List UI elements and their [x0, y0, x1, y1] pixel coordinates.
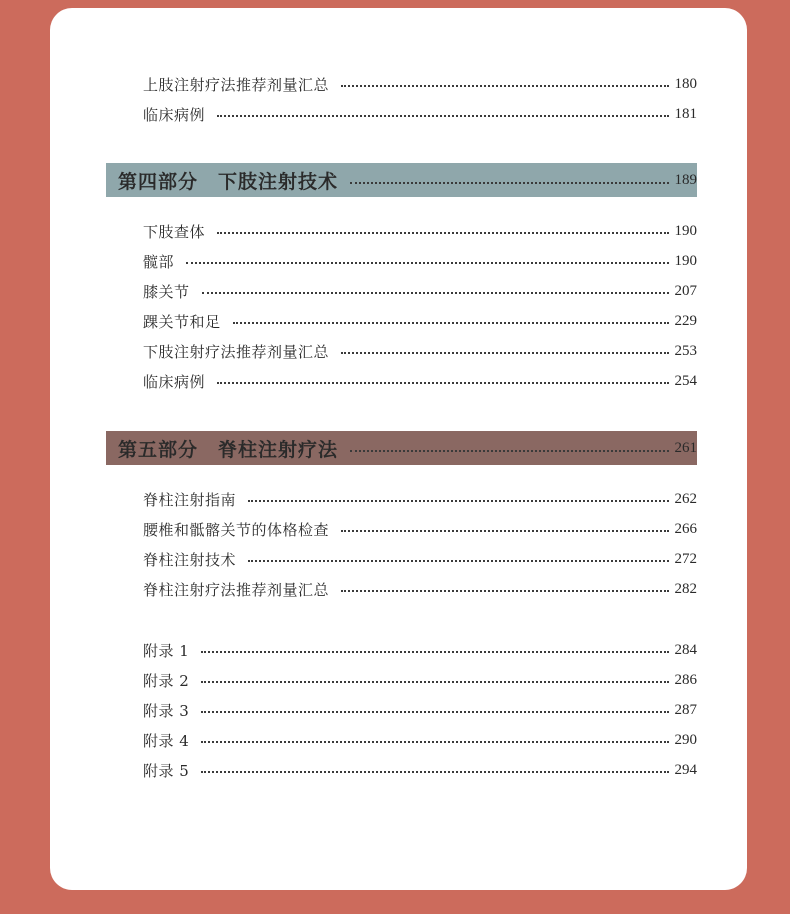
toc-entry-title: 下肢查体	[143, 222, 206, 241]
dot-leader	[201, 681, 668, 683]
dot-leader	[248, 500, 668, 502]
dot-leader	[217, 382, 668, 384]
toc-entry[interactable]	[106, 635, 697, 665]
toc-entry-page: 207	[674, 282, 697, 299]
toc-entry[interactable]	[106, 725, 697, 755]
toc-entry-title: 上肢注射疗法推荐剂量汇总	[143, 75, 330, 94]
toc-entry-page: 290	[674, 731, 697, 748]
part-five-title: 第五部分 脊柱注射疗法	[118, 438, 339, 461]
toc-entry-title: 腰椎和骶髂关节的体格检查	[143, 520, 330, 539]
toc-entry-page: 190	[674, 222, 697, 239]
toc-entry[interactable]	[106, 755, 697, 785]
part-five-heading[interactable]	[106, 431, 697, 465]
toc-entry-page: 181	[674, 105, 697, 122]
toc-entry-title: 临床病例	[143, 105, 206, 124]
toc-entry-page: 254	[674, 372, 697, 389]
toc-entry-page: 272	[674, 550, 697, 567]
toc-entry[interactable]	[106, 246, 697, 276]
toc-entry-page: 180	[674, 75, 697, 92]
toc-entry-title: 髋部	[143, 252, 175, 271]
toc-entry[interactable]	[106, 69, 697, 99]
toc-entry-title: 附录 1	[143, 641, 190, 660]
toc-entry-title: 附录 2	[143, 671, 190, 690]
toc-entry[interactable]	[106, 306, 697, 336]
toc-entry-title: 附录 5	[143, 761, 190, 780]
part-five-page: 261	[674, 439, 697, 456]
toc-entry[interactable]	[106, 695, 697, 725]
toc-entry[interactable]	[106, 276, 697, 306]
dot-leader	[248, 560, 668, 562]
toc-entry-title: 脊柱注射疗法推荐剂量汇总	[143, 580, 330, 599]
toc-entry-title: 临床病例	[143, 372, 206, 391]
toc-entry-page: 253	[674, 342, 697, 359]
part-four-heading[interactable]	[106, 163, 697, 197]
toc-entry[interactable]	[106, 544, 697, 574]
toc-entry-title: 附录 3	[143, 701, 190, 720]
dot-leader	[186, 262, 668, 264]
toc-entry-page: 294	[674, 761, 697, 778]
dot-leader	[350, 182, 668, 184]
toc-entry[interactable]	[106, 216, 697, 246]
dot-leader	[201, 771, 668, 773]
toc-entry-page: 190	[674, 252, 697, 269]
dot-leader	[341, 530, 668, 532]
toc-entry[interactable]	[106, 366, 697, 396]
toc-entry-page: 286	[674, 671, 697, 688]
toc-entry-title: 脊柱注射指南	[143, 490, 237, 509]
toc-entry-page: 266	[674, 520, 697, 537]
toc-entry[interactable]	[106, 514, 697, 544]
toc-entry-title: 脊柱注射技术	[143, 550, 237, 569]
dot-leader	[217, 232, 668, 234]
dot-leader	[201, 741, 668, 743]
dot-leader	[202, 292, 669, 294]
dot-leader	[201, 711, 668, 713]
dot-leader	[341, 85, 668, 87]
dot-leader	[350, 450, 668, 452]
toc-entry-title: 膝关节	[143, 282, 190, 301]
part-four-title: 第四部分 下肢注射技术	[118, 170, 339, 193]
toc-entry-title: 踝关节和足	[143, 312, 221, 331]
toc-entry[interactable]	[106, 484, 697, 514]
toc-entry-page: 284	[674, 641, 697, 658]
toc-entry[interactable]	[106, 336, 697, 366]
dot-leader	[233, 322, 669, 324]
toc-entry-page: 262	[674, 490, 697, 507]
part-four-page: 189	[674, 171, 697, 188]
dot-leader	[201, 651, 668, 653]
toc-entry-page: 282	[674, 580, 697, 597]
toc-entry[interactable]	[106, 574, 697, 604]
dot-leader	[341, 352, 668, 354]
toc-entry[interactable]	[106, 665, 697, 695]
toc-page	[50, 8, 747, 890]
toc-entry-title: 附录 4	[143, 731, 190, 750]
toc-entry-page: 229	[674, 312, 697, 329]
toc-entry[interactable]	[106, 99, 697, 129]
toc-entry-page: 287	[674, 701, 697, 718]
toc-entry-title: 下肢注射疗法推荐剂量汇总	[143, 342, 330, 361]
dot-leader	[217, 115, 668, 117]
dot-leader	[341, 590, 668, 592]
